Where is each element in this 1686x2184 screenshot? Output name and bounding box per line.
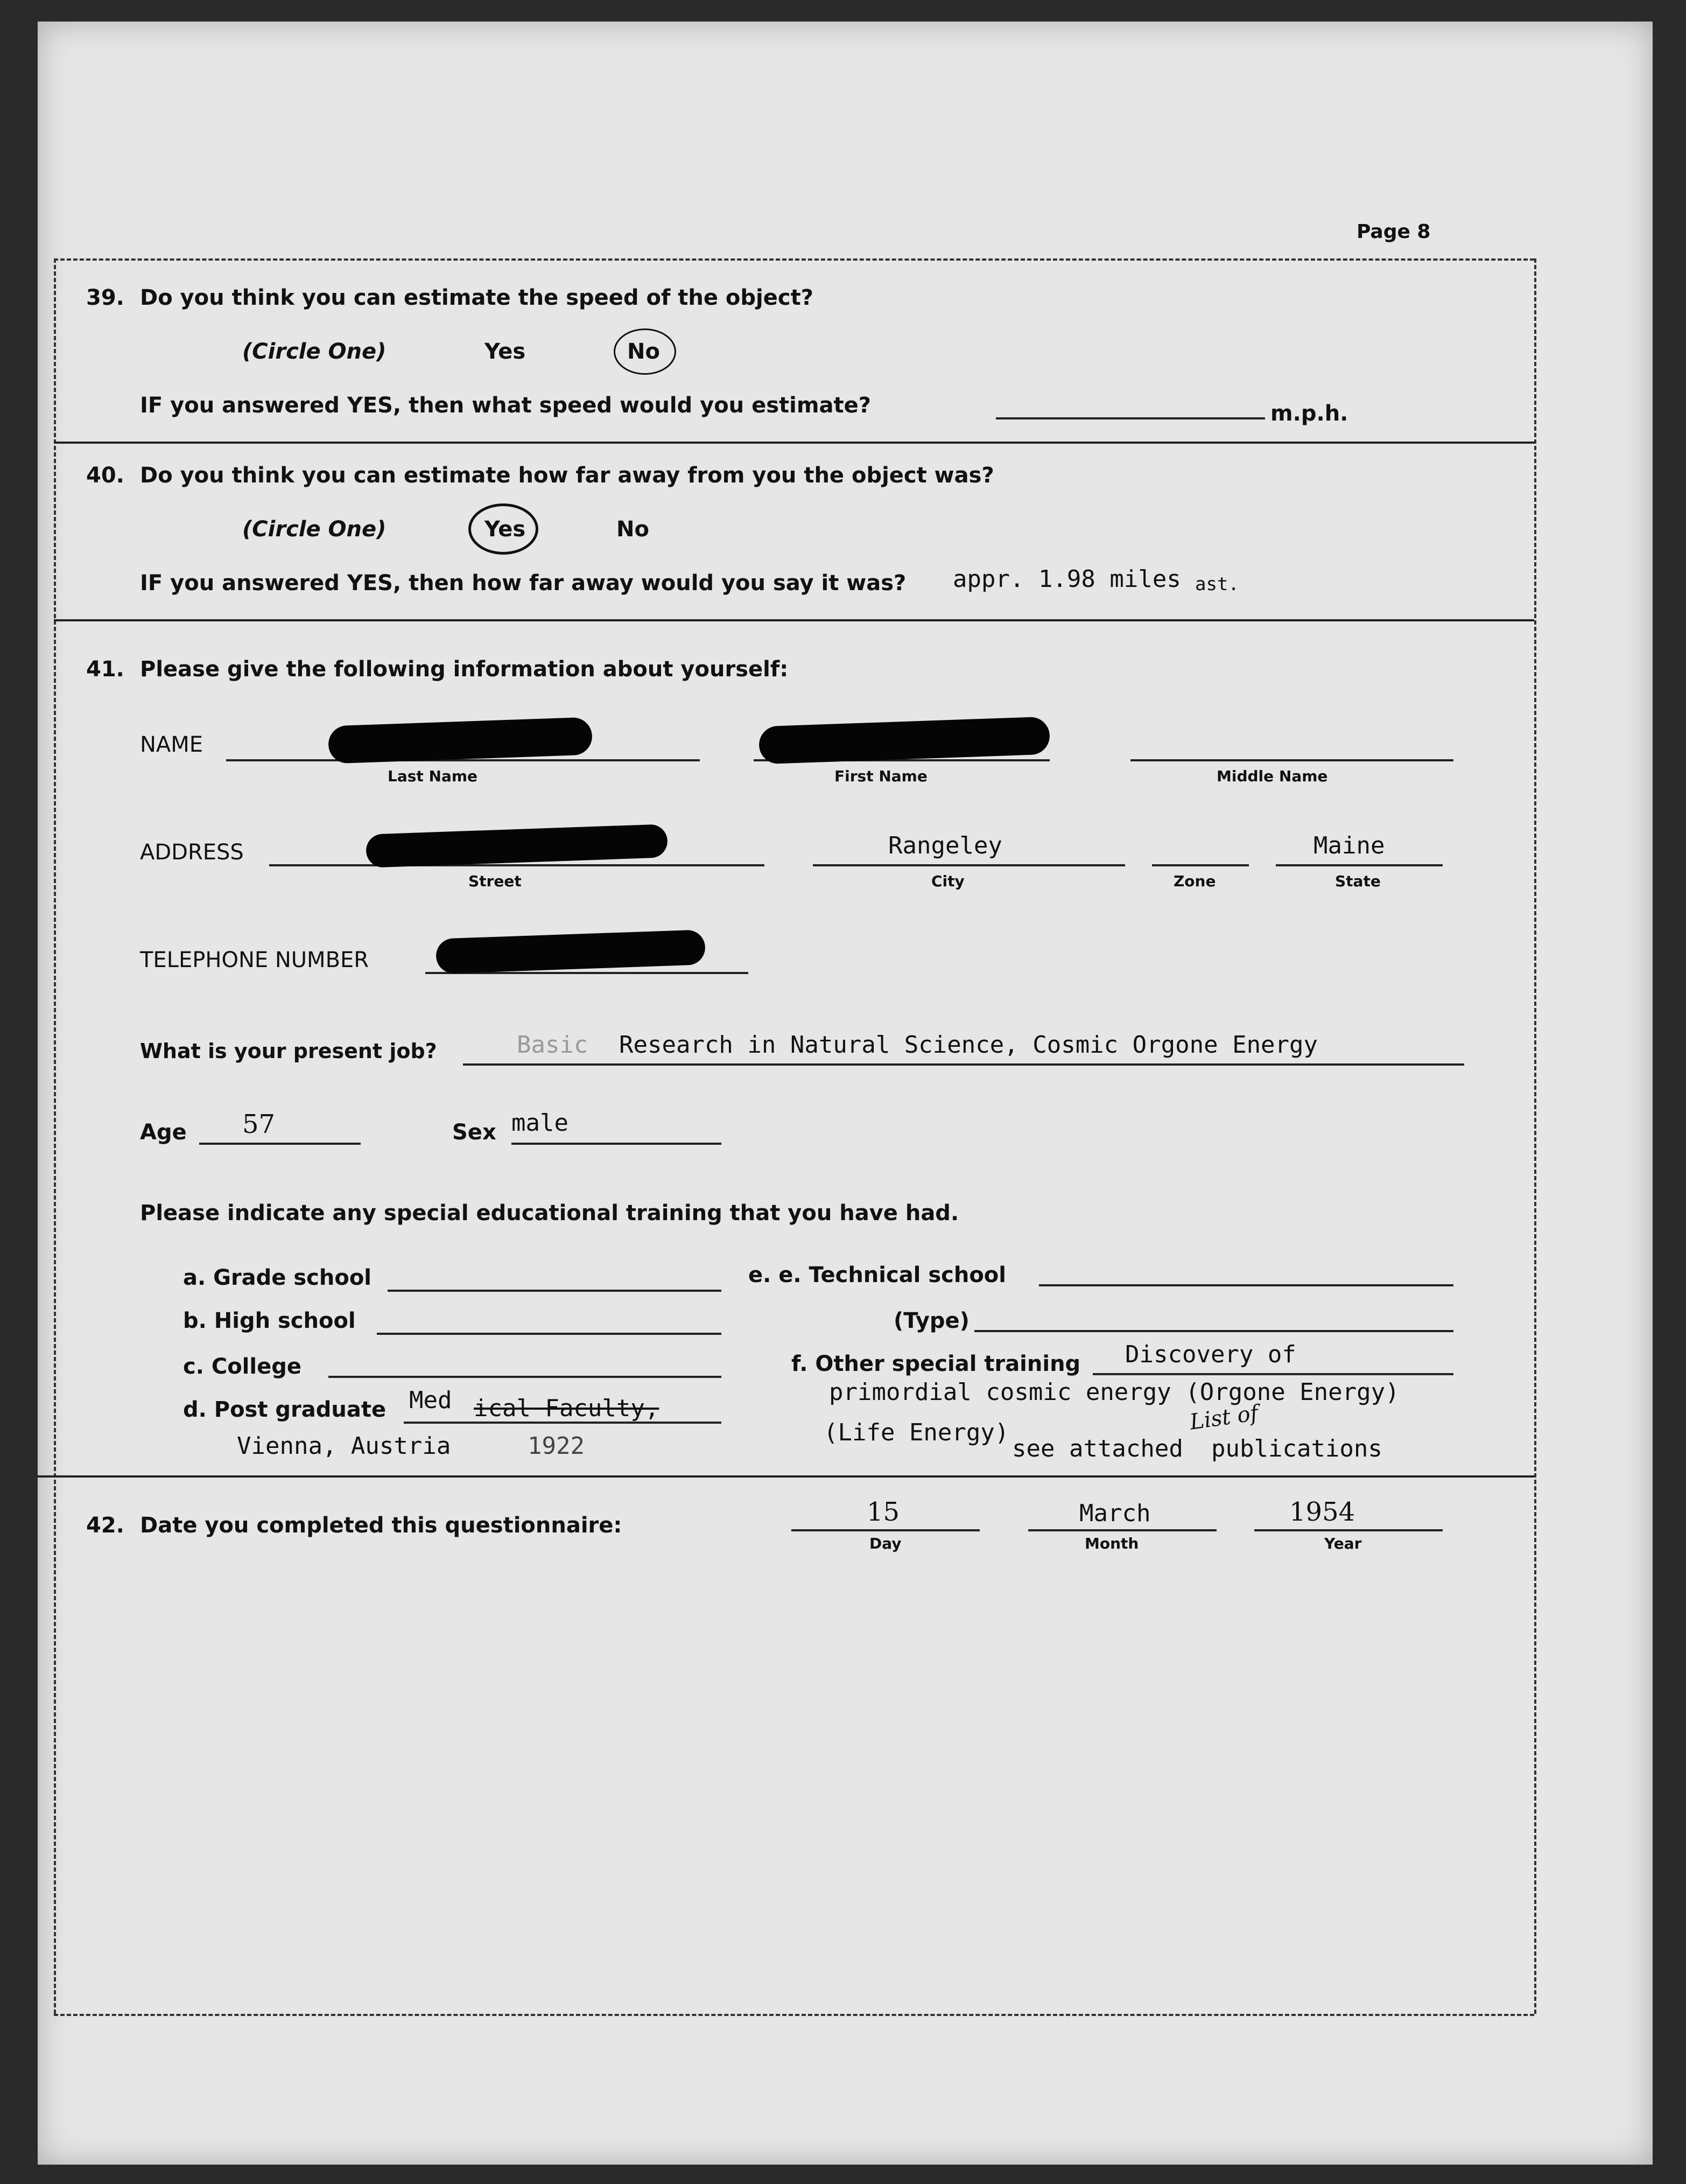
- divider-39-40: [54, 442, 1534, 444]
- training-prompt: Please indicate any special educational training that you have had.: [140, 1201, 959, 1226]
- post-graduate-value-2: Vienna, Austria: [237, 1432, 451, 1460]
- other-training-value-1: Discovery of: [1125, 1341, 1296, 1368]
- name-label: NAME: [140, 732, 203, 757]
- job-label: What is your present job?: [140, 1039, 437, 1063]
- middle-name-line[interactable]: [1130, 759, 1453, 761]
- q39-circle-label: (Circle One): [242, 339, 387, 364]
- type-line[interactable]: [974, 1330, 1453, 1332]
- high-school-label: b. High school: [183, 1308, 356, 1333]
- state-value: Maine: [1313, 832, 1385, 859]
- job-value: Research in Natural Science, Cosmic Orgone Energy: [619, 1031, 1318, 1059]
- frame-left: [54, 258, 56, 2014]
- city-value: Rangeley: [888, 832, 1002, 859]
- college-label: c. College: [183, 1354, 301, 1379]
- other-training-label: f. Other special training: [791, 1352, 1081, 1376]
- day-label: Day: [869, 1535, 902, 1552]
- q39-unit: m.p.h.: [1270, 401, 1348, 426]
- q40-followup: IF you answered YES, then how far away would you say it was?: [140, 571, 907, 596]
- grade-school-label: a. Grade school: [183, 1265, 372, 1290]
- technical-school-line[interactable]: [1039, 1284, 1453, 1286]
- frame-top: [54, 258, 1534, 261]
- zone-line[interactable]: [1152, 864, 1249, 866]
- q40-circle-label: (Circle One): [242, 517, 387, 542]
- street-label: Street: [468, 872, 522, 890]
- q39-yes-option[interactable]: Yes: [484, 339, 526, 364]
- day-value: 15: [867, 1497, 900, 1527]
- day-line[interactable]: [791, 1529, 980, 1531]
- post-graduate-year: 1922: [528, 1432, 585, 1460]
- q40-answer-tail: ast.: [1195, 573, 1239, 595]
- college-line[interactable]: [328, 1376, 721, 1378]
- redaction-telephone: [435, 929, 706, 974]
- city-label: City: [931, 872, 965, 890]
- q40-question: Do you think you can estimate how far away from you the object was?: [140, 463, 994, 488]
- q39-no-option[interactable]: No: [627, 339, 660, 364]
- post-graduate-value-1: Med: [409, 1387, 452, 1414]
- q41-number: 41.: [86, 657, 124, 682]
- first-name-label: First Name: [834, 767, 928, 785]
- last-name-label: Last Name: [388, 767, 478, 785]
- q41-prompt: Please give the following information about yourself:: [140, 657, 789, 682]
- q40-yes-circle: [468, 503, 538, 555]
- divider-40-41: [54, 619, 1534, 621]
- last-name-line[interactable]: [226, 759, 700, 761]
- year-label: Year: [1324, 1535, 1362, 1552]
- q42-number: 42.: [86, 1513, 124, 1538]
- year-line[interactable]: [1254, 1529, 1443, 1531]
- sex-value: male: [511, 1109, 568, 1137]
- redaction-last-name: [328, 717, 593, 764]
- month-line[interactable]: [1028, 1529, 1217, 1531]
- form-page: [38, 22, 1653, 2165]
- grade-school-line[interactable]: [388, 1290, 721, 1292]
- city-line[interactable]: [813, 864, 1125, 866]
- telephone-label: TELEPHONE NUMBER: [140, 948, 369, 972]
- q42-prompt: Date you completed this questionnaire:: [140, 1513, 622, 1538]
- age-label: Age: [140, 1120, 187, 1145]
- q40-answer: appr. 1.98 miles: [953, 565, 1181, 593]
- divider-41-42: [38, 1475, 1534, 1478]
- post-graduate-value-struck: ical Faculty,: [474, 1395, 659, 1422]
- zone-label: Zone: [1174, 872, 1216, 890]
- q40-no-option[interactable]: No: [616, 517, 649, 542]
- technical-school-label: e. e. Technical school: [748, 1263, 1006, 1287]
- street-line[interactable]: [269, 864, 764, 866]
- high-school-line[interactable]: [377, 1333, 721, 1335]
- other-training-value-2: primordial cosmic energy (Orgone Energy): [829, 1378, 1400, 1406]
- job-value-faint: Basic: [517, 1031, 588, 1059]
- q40-number: 40.: [86, 463, 124, 488]
- q39-followup: IF you answered YES, then what speed would you estimate?: [140, 393, 871, 418]
- frame-right: [1534, 258, 1536, 2014]
- job-line[interactable]: [463, 1063, 1464, 1066]
- q39-speed-line[interactable]: [996, 417, 1265, 419]
- other-training-value-5: publications: [1211, 1435, 1382, 1462]
- redaction-street: [366, 824, 668, 868]
- q40-yes-option[interactable]: Yes: [484, 517, 526, 542]
- address-label: ADDRESS: [140, 840, 244, 865]
- q39-no-circle: [614, 328, 676, 375]
- sex-line[interactable]: [511, 1143, 721, 1145]
- year-value: 1954: [1289, 1497, 1355, 1527]
- q39-question: Do you think you can estimate the speed of the object?: [140, 285, 813, 310]
- middle-name-label: Middle Name: [1217, 767, 1328, 785]
- frame-bottom: [54, 2014, 1534, 2016]
- other-training-value-4: see attached: [1012, 1435, 1183, 1462]
- other-training-handwritten: List of: [1188, 1401, 1260, 1435]
- age-line[interactable]: [199, 1143, 361, 1145]
- sex-label: Sex: [452, 1120, 496, 1145]
- page-label: Page 8: [1357, 221, 1431, 243]
- redaction-first-name: [758, 717, 1050, 765]
- state-label: State: [1335, 872, 1381, 890]
- other-training-line[interactable]: [1093, 1373, 1453, 1375]
- type-label: (Type): [894, 1308, 970, 1333]
- age-value: 57: [242, 1109, 276, 1139]
- q39-number: 39.: [86, 285, 124, 310]
- month-label: Month: [1085, 1535, 1139, 1552]
- post-graduate-label: d. Post graduate: [183, 1397, 387, 1422]
- state-line[interactable]: [1276, 864, 1443, 866]
- month-value: March: [1079, 1500, 1151, 1527]
- other-training-value-3: (Life Energy): [824, 1419, 1009, 1446]
